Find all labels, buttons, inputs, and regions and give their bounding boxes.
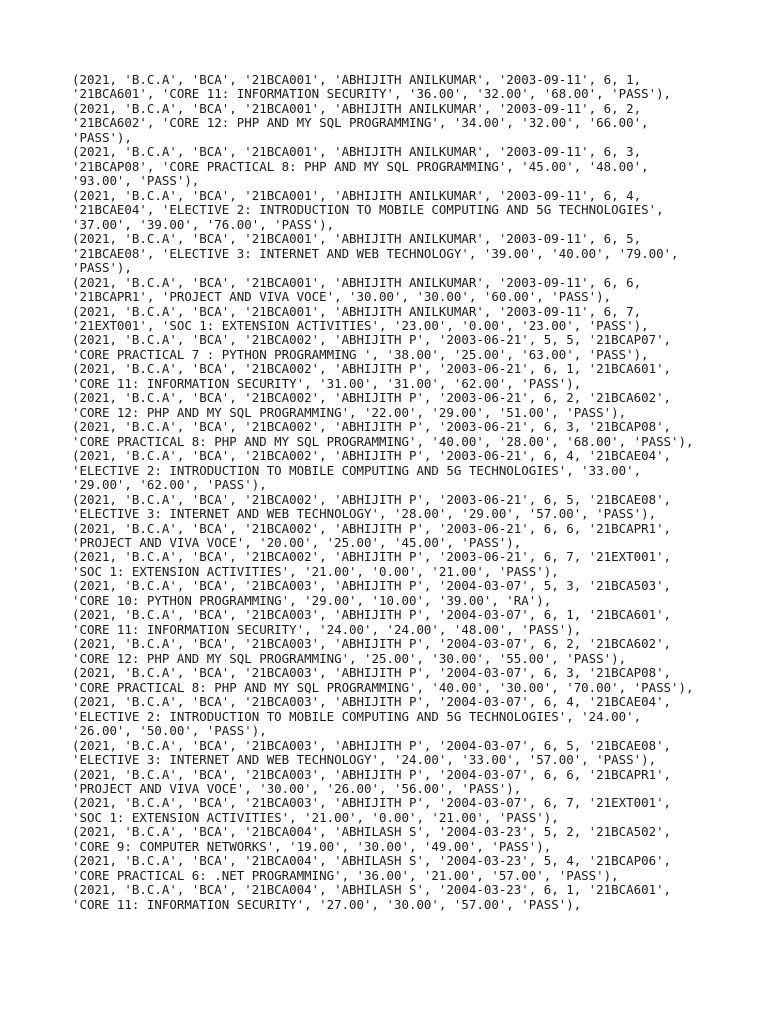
text-line: (2021, 'B.C.A', 'BCA', '21BCA001', 'ABHIJITH ANILKUMAR', '2003-09-11', 6, 1, [72,72,642,87]
text-line: (2021, 'B.C.A', 'BCA', '21BCA002', 'ABHIJITH P', '2003-06-21', 6, 2, '21BCA602', [72,390,672,406]
text-line: 'CORE 9: COMPUTER NETWORKS', '19.00', '30.00', '49.00', 'PASS'), [72,838,552,854]
text-line: (2021, 'B.C.A', 'BCA', '21BCA003', 'ABHIJITH P', '2004-03-07', 6, 3, '21BCAP08', [72,665,672,681]
text-line: (2021, 'B.C.A', 'BCA', '21BCA003', 'ABHIJITH P', '2004-03-07', 6, 7, '21EXT001', [72,795,672,811]
text-line: 'ELECTIVE 3: INTERNET AND WEB TECHNOLOGY', '24.00', '33.00', '57.00', 'PASS'), [72,752,657,768]
text-line: 'ELECTIVE 2: INTRODUCTION TO MOBILE COMPUTING AND 5G TECHNOLOGIES', '24.00', [72,708,642,724]
text-line: (2021, 'B.C.A', 'BCA', '21BCA003', 'ABHIJITH P', '2004-03-07', 6, 5, '21BCAE08', [72,737,672,753]
text-line: 'PROJECT AND VIVA VOCE', '30.00', '26.00', '56.00', 'PASS'), [72,780,522,796]
text-line: (2021, 'B.C.A', 'BCA', '21BCA001', 'ABHIJITH ANILKUMAR', '2003-09-11', 6, 7, [72,303,642,319]
text-line: 'SOC 1: EXTENSION ACTIVITIES', '21.00', '0.00', '21.00', 'PASS'), [72,809,559,825]
text-line: 'CORE PRACTICAL 8: PHP AND MY SQL PROGRAMMING', '40.00', '30.00', '70.00', 'PASS'), [72,679,694,695]
sql-records-text [72,73,752,912]
text-line: '21BCA602', 'CORE 12: PHP AND MY SQL PROGRAMMING', '34.00', '32.00', '66.00', [72,115,649,131]
text-line: (2021, 'B.C.A', 'BCA', '21BCA004', 'ABHILASH S', '2004-03-23', 6, 1, '21BCA601', [72,882,672,898]
text-line: 'CORE 11: INFORMATION SECURITY', '27.00', '30.00', '57.00', 'PASS'), [72,896,582,912]
text-line: (2021, 'B.C.A', 'BCA', '21BCA001', 'ABHIJITH ANILKUMAR', '2003-09-11', 6, 3, [72,144,642,160]
text-line: 'SOC 1: EXTENSION ACTIVITIES', '21.00', '0.00', '21.00', 'PASS'), [72,563,559,579]
text-line: '21BCAPR1', 'PROJECT AND VIVA VOCE', '30.00', '30.00', '60.00', 'PASS'), [72,289,612,305]
text-line: (2021, 'B.C.A', 'BCA', '21BCA001', 'ABHIJITH ANILKUMAR', '2003-09-11', 6, 2, [72,100,642,116]
text-line: 'CORE PRACTICAL 6: .NET PROGRAMMING', '36.00', '21.00', '57.00', 'PASS'), [72,867,619,883]
text-line: 'ELECTIVE 2: INTRODUCTION TO MOBILE COMPUTING AND 5G TECHNOLOGIES', '33.00', [72,462,642,478]
text-line: (2021, 'B.C.A', 'BCA', '21BCA002', 'ABHIJITH P', '2003-06-21', 6, 1, '21BCA601', [72,361,672,377]
text-line: 'PROJECT AND VIVA VOCE', '20.00', '25.00', '45.00', 'PASS'), [72,535,522,550]
text-line: '21BCA601', 'CORE 11: INFORMATION SECURITY', '36.00', '32.00', '68.00', 'PASS'), [72,86,672,102]
text-line: (2021, 'B.C.A', 'BCA', '21BCA001', 'ABHIJITH ANILKUMAR', '2003-09-11', 6, 4, [72,187,642,203]
text-line: 'CORE 12: PHP AND MY SQL PROGRAMMING', '22.00', '29.00', '51.00', 'PASS'), [72,404,627,420]
text-line: (2021, 'B.C.A', 'BCA', '21BCA002', 'ABHIJITH P', '2003-06-21', 6, 5, '21BCAE08', [72,491,672,507]
text-line: '93.00', 'PASS'), [72,173,200,189]
text-line: '29.00', '62.00', 'PASS'), [72,477,267,493]
text-line: (2021, 'B.C.A', 'BCA', '21BCA001', 'ABHIJITH ANILKUMAR', '2003-09-11', 6, 6, [72,274,642,290]
text-line: 'CORE 12: PHP AND MY SQL PROGRAMMING', '25.00', '30.00', '55.00', 'PASS'), [72,650,627,666]
text-line: '21BCAE04', 'ELECTIVE 2: INTRODUCTION TO MOBILE COMPUTING AND 5G TECHNOLOGIES', [72,202,664,218]
text-line: (2021, 'B.C.A', 'BCA', '21BCA003', 'ABHIJITH P', '2004-03-07', 6, 1, '21BCA601', [72,607,672,623]
text-line: 'PASS'), [72,129,132,145]
text-line: (2021, 'B.C.A', 'BCA', '21BCA003', 'ABHIJITH P', '2004-03-07', 6, 2, '21BCA602', [72,636,672,652]
text-line: (2021, 'B.C.A', 'BCA', '21BCA004', 'ABHILASH S', '2004-03-23', 5, 2, '21BCA502', [72,824,672,840]
text-line: (2021, 'B.C.A', 'BCA', '21BCA002', 'ABHIJITH P', '2003-06-21', 6, 7, '21EXT001', [72,549,672,565]
text-line: '37.00', '39.00', '76.00', 'PASS'), [72,216,335,232]
text-line: (2021, 'B.C.A', 'BCA', '21BCA002', 'ABHIJITH P', '2003-06-21', 6, 4, '21BCAE04', [72,448,672,464]
text-line: (2021, 'B.C.A', 'BCA', '21BCA002', 'ABHIJITH P', '2003-06-21', 6, 3, '21BCAP08', [72,419,672,435]
text-line: 'PASS'), [72,260,132,276]
text-line: (2021, 'B.C.A', 'BCA', '21BCA002', 'ABHIJITH P', '2003-06-21', 6, 6, '21BCAPR1', [72,520,672,536]
text-line: 'CORE 11: INFORMATION SECURITY', '31.00', '31.00', '62.00', 'PASS'), [72,375,582,391]
text-line: '26.00', '50.00', 'PASS'), [72,723,267,739]
text-line: (2021, 'B.C.A', 'BCA', '21BCA003', 'ABHIJITH P', '2004-03-07', 6, 6, '21BCAPR1', [72,766,672,782]
text-line: (2021, 'B.C.A', 'BCA', '21BCA003', 'ABHIJITH P', '2004-03-07', 6, 4, '21BCAE04', [72,694,672,710]
text-line: '21EXT001', 'SOC 1: EXTENSION ACTIVITIES', '23.00', '0.00', '23.00', 'PASS'), [72,317,649,333]
text-line: (2021, 'B.C.A', 'BCA', '21BCA001', 'ABHIJITH ANILKUMAR', '2003-09-11', 6, 5, [72,231,642,247]
text-line: '21BCAE08', 'ELECTIVE 3: INTERNET AND WEB TECHNOLOGY', '39.00', '40.00', '79.00', [72,245,679,261]
text-line: 'CORE 10: PYTHON PROGRAMMING', '29.00', '10.00', '39.00', 'RA'), [72,592,552,608]
text-line: '21BCAP08', 'CORE PRACTICAL 8: PHP AND MY SQL PROGRAMMING', '45.00', '48.00', [72,158,649,174]
text-line: 'ELECTIVE 3: INTERNET AND WEB TECHNOLOGY', '28.00', '29.00', '57.00', 'PASS'), [72,506,657,522]
text-line: 'CORE 11: INFORMATION SECURITY', '24.00', '24.00', '48.00', 'PASS'), [72,621,582,637]
text-line: 'CORE PRACTICAL 7 : PYTHON PROGRAMMING ', '38.00', '25.00', '63.00', 'PASS'), [72,346,649,362]
text-line: (2021, 'B.C.A', 'BCA', '21BCA003', 'ABHIJITH P', '2004-03-07', 5, 3, '21BCA503', [72,578,672,594]
text-line: 'CORE PRACTICAL 8: PHP AND MY SQL PROGRAMMING', '40.00', '28.00', '68.00', 'PASS'), [72,433,694,449]
text-line: (2021, 'B.C.A', 'BCA', '21BCA004', 'ABHILASH S', '2004-03-23', 5, 4, '21BCAP06', [72,853,672,869]
text-line: (2021, 'B.C.A', 'BCA', '21BCA002', 'ABHIJITH P', '2003-06-21', 5, 5, '21BCAP07', [72,332,672,348]
